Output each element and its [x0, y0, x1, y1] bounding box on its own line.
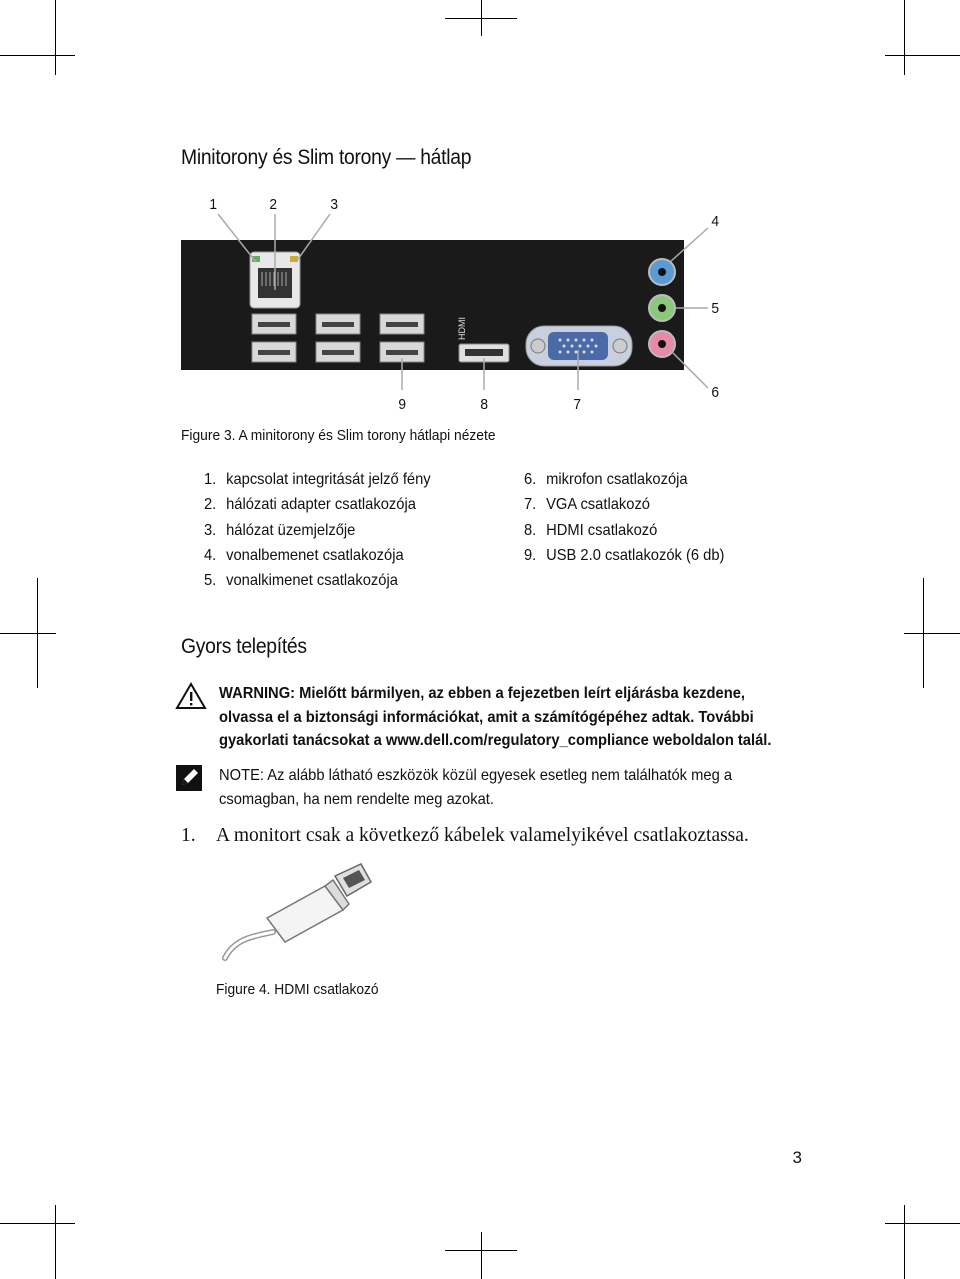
- list-item: 6. mikrofon csatlakozója: [524, 471, 688, 488]
- warning-block: [219, 682, 780, 753]
- warning-label: WARNING:: [219, 685, 296, 702]
- list-item: 2. hálózati adapter csatlakozója: [204, 496, 416, 514]
- legend-list-right: [524, 467, 724, 568]
- page-number: 3: [792, 1148, 802, 1167]
- note-text: Az alább látható eszközök közül egyesek esetleg nem találhatók meg a csomagban, ha nem rendelte meg azokat.: [219, 767, 733, 808]
- legend-list-left: [204, 467, 431, 593]
- callout-1: 1: [209, 196, 218, 213]
- section-title-quick-setup: Gyors telepítés: [181, 635, 307, 658]
- callout-5: 5: [711, 300, 720, 317]
- note-pencil-icon: [175, 764, 203, 792]
- list-item: 3. hálózat üzemjelzője: [204, 521, 356, 539]
- figure-3-caption: Figure 3. A minitorony és Slim torony hátlapi nézete: [181, 427, 496, 444]
- hdmi-cable-illustration: [215, 858, 385, 968]
- hdmi-panel-label: HDMI: [457, 317, 467, 340]
- section-title-back-panel: Minitorony és Slim torony — hátlap: [181, 146, 472, 169]
- callout-7: 7: [573, 396, 582, 413]
- list-item: 8. HDMI csatlakozó: [524, 521, 658, 539]
- warning-text: Mielőtt bármilyen, az ebben a fejezetben leírt eljárásba kezdene, olvassa el a biztonsági információkat, amit a számítógépéhez adtak. További gyakorlati tanácsokat a www.dell.com/regulatory_compliance weboldalon talál.: [219, 685, 772, 749]
- warning-icon: [175, 682, 207, 710]
- callout-8: 8: [480, 396, 489, 413]
- back-panel-figure: [170, 190, 730, 420]
- back-panel-illustration: [170, 190, 730, 420]
- figure-4-caption: Figure 4. HDMI csatlakozó: [216, 981, 379, 998]
- list-item: 4. vonalbemenet csatlakozója: [204, 546, 404, 564]
- list-item: 9. USB 2.0 csatlakozók (6 db): [524, 546, 725, 564]
- list-item: 5. vonalkimenet csatlakozója: [204, 572, 398, 590]
- callout-4: 4: [711, 213, 720, 230]
- note-label: NOTE:: [219, 767, 264, 784]
- note-block: [219, 764, 780, 811]
- step-1: 1. A monitort csak a következő kábelek valamelyikével csatlakoztassa.: [181, 825, 749, 846]
- list-item: 7. VGA csatlakozó: [524, 496, 650, 514]
- list-item: 1. kapcsolat integritását jelző fény: [204, 471, 431, 488]
- callout-2: 2: [269, 196, 278, 213]
- callout-3: 3: [330, 196, 339, 213]
- callout-9: 9: [398, 396, 407, 413]
- callout-6: 6: [711, 384, 720, 401]
